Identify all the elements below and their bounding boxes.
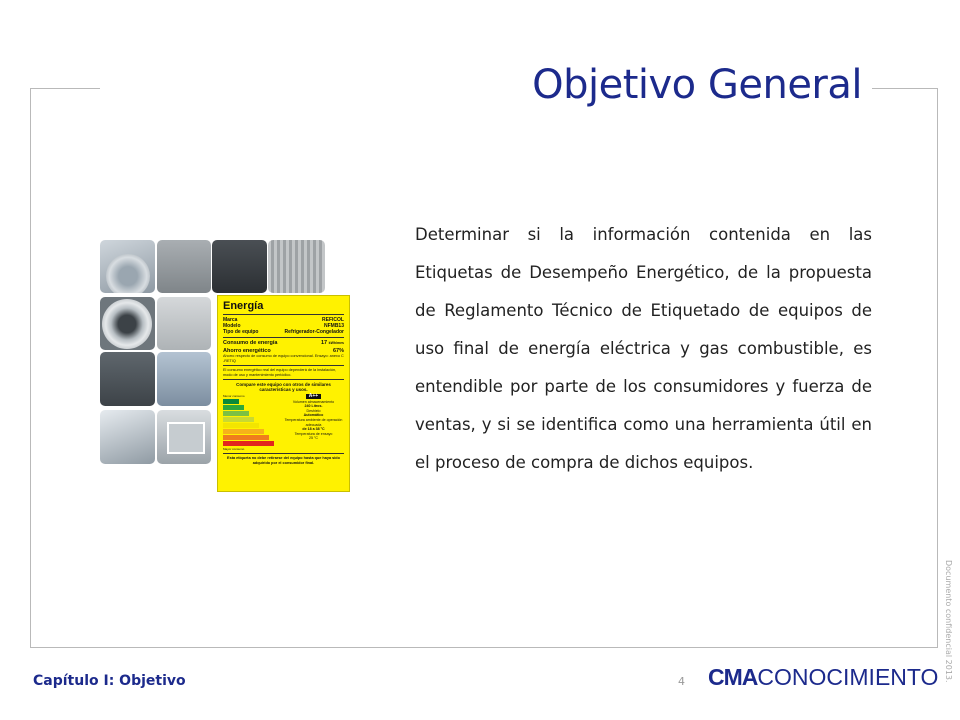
- efficiency-bar: [223, 417, 254, 422]
- washer-photo-tile: [100, 240, 155, 293]
- confidential-text: Documento confidencial 2013.: [944, 560, 953, 683]
- interior-photo-tile: [100, 410, 155, 464]
- oven-photo-tile: [212, 240, 267, 293]
- consumo-unit: kWh/mes: [328, 341, 344, 345]
- confidential-note: [940, 560, 958, 710]
- frame-top-right-line: [872, 88, 938, 89]
- page-number: 4: [678, 675, 685, 688]
- divider: [223, 365, 344, 366]
- tipo-value: Refrigerador-Congelador: [284, 329, 344, 335]
- temp-value: de 18 a 38 °C: [302, 427, 325, 432]
- chapter-label: Capítulo I: Objetivo: [33, 673, 186, 689]
- efficiency-bars: [223, 394, 283, 451]
- frame-left-line: [30, 88, 31, 648]
- efficiency-bar: [223, 441, 274, 446]
- temp-ensayo-value: 25 °C: [308, 436, 319, 441]
- scale-top-label: Menor consumo: [223, 394, 245, 398]
- appliance-door-photo-tile: [157, 240, 211, 293]
- scale-bottom-label: Mayor consumo: [223, 446, 245, 451]
- appliance-photo-mosaic: [100, 240, 350, 492]
- appliance-panel-photo-tile: [157, 297, 211, 350]
- divider: [223, 337, 344, 338]
- deshielo-label: Deshielo: [306, 408, 321, 413]
- kitchen-photo-tile: [100, 352, 155, 406]
- marca-label: Marca: [223, 317, 238, 323]
- energy-label-title: Energía: [223, 300, 264, 312]
- ahorro-label: Ahorro energético: [223, 348, 271, 354]
- consumo-value: 17: [320, 340, 328, 346]
- temp-label: Temperatura ambiente de operación adecuada: [284, 417, 343, 427]
- modelo-value: NFMB13: [323, 323, 344, 329]
- ahorro-note: Ahorro respecto de consumo de equipo convencional. Ensayo: anexo C -RETIQ: [223, 354, 344, 363]
- class-badge: A++: [306, 394, 321, 399]
- efficiency-bar: [223, 405, 244, 410]
- logo-rest-text: CONOCIMIENTO: [757, 664, 939, 690]
- efficiency-bar-list: [223, 399, 283, 446]
- marca-value: REFICOL: [322, 317, 344, 323]
- consumo-label: Consumo de energía: [223, 340, 278, 346]
- divider: [223, 314, 344, 315]
- objective-paragraph: Determinar si la información contenida en las Etiquetas de Desempeño Energético, de la propuesta de Reglamento Técnico de Etiquetado de equipos de uso final de energía eléctrica y gas combustible, es entendible por parte de los consumidores y fuerza de ventas, y si se identifica como una herramienta útil en el proceso de compra de dichos equipos.: [415, 225, 872, 472]
- freezer-photo-tile: [157, 410, 211, 464]
- efficiency-bar: [223, 411, 249, 416]
- frame-top-left-line: [30, 88, 100, 89]
- divider: [223, 379, 344, 380]
- washer-drum-photo-tile: [100, 297, 155, 350]
- divider: [223, 453, 344, 454]
- efficiency-bar: [223, 423, 259, 428]
- efficiency-bar: [223, 429, 264, 434]
- volumen-value: 240 Litros.: [304, 404, 323, 409]
- fridge-photo-tile: [157, 352, 211, 406]
- ahorro-value: 67%: [332, 348, 344, 354]
- consumption-note: El consumo energético real del equipo dependerá de la instalación, modo de uso y mantenimiento periódico.: [223, 368, 337, 377]
- efficiency-bar: [223, 399, 239, 404]
- cma-conocimiento-logo: [708, 664, 938, 691]
- frame-right-line: [937, 88, 938, 648]
- spec-panel: [283, 394, 344, 451]
- dishwasher-photo-tile: [268, 240, 325, 293]
- compare-note: Compare este equipo con otros de similares características y usos.: [236, 382, 331, 392]
- energy-label-card: [217, 295, 350, 492]
- temp-ensayo-label: Temperatura de ensayo: [294, 431, 333, 436]
- efficiency-bar: [223, 435, 269, 440]
- modelo-label: Modelo: [223, 323, 241, 329]
- tipo-label: Tipo de equipo: [223, 329, 259, 335]
- slide-title: Objetivo General: [532, 62, 862, 108]
- efficiency-scale: [223, 394, 344, 451]
- energy-label-footer: Esta etiqueta no debe retirarse del equipo hasta que haya sido adquirido por el consumidor final.: [227, 456, 340, 465]
- frame-bottom-line: [30, 647, 938, 648]
- deshielo-value: Automático: [303, 413, 324, 418]
- logo-bold-text: CMA: [708, 664, 758, 690]
- volumen-label: Volumen almacenamiento: [292, 399, 335, 404]
